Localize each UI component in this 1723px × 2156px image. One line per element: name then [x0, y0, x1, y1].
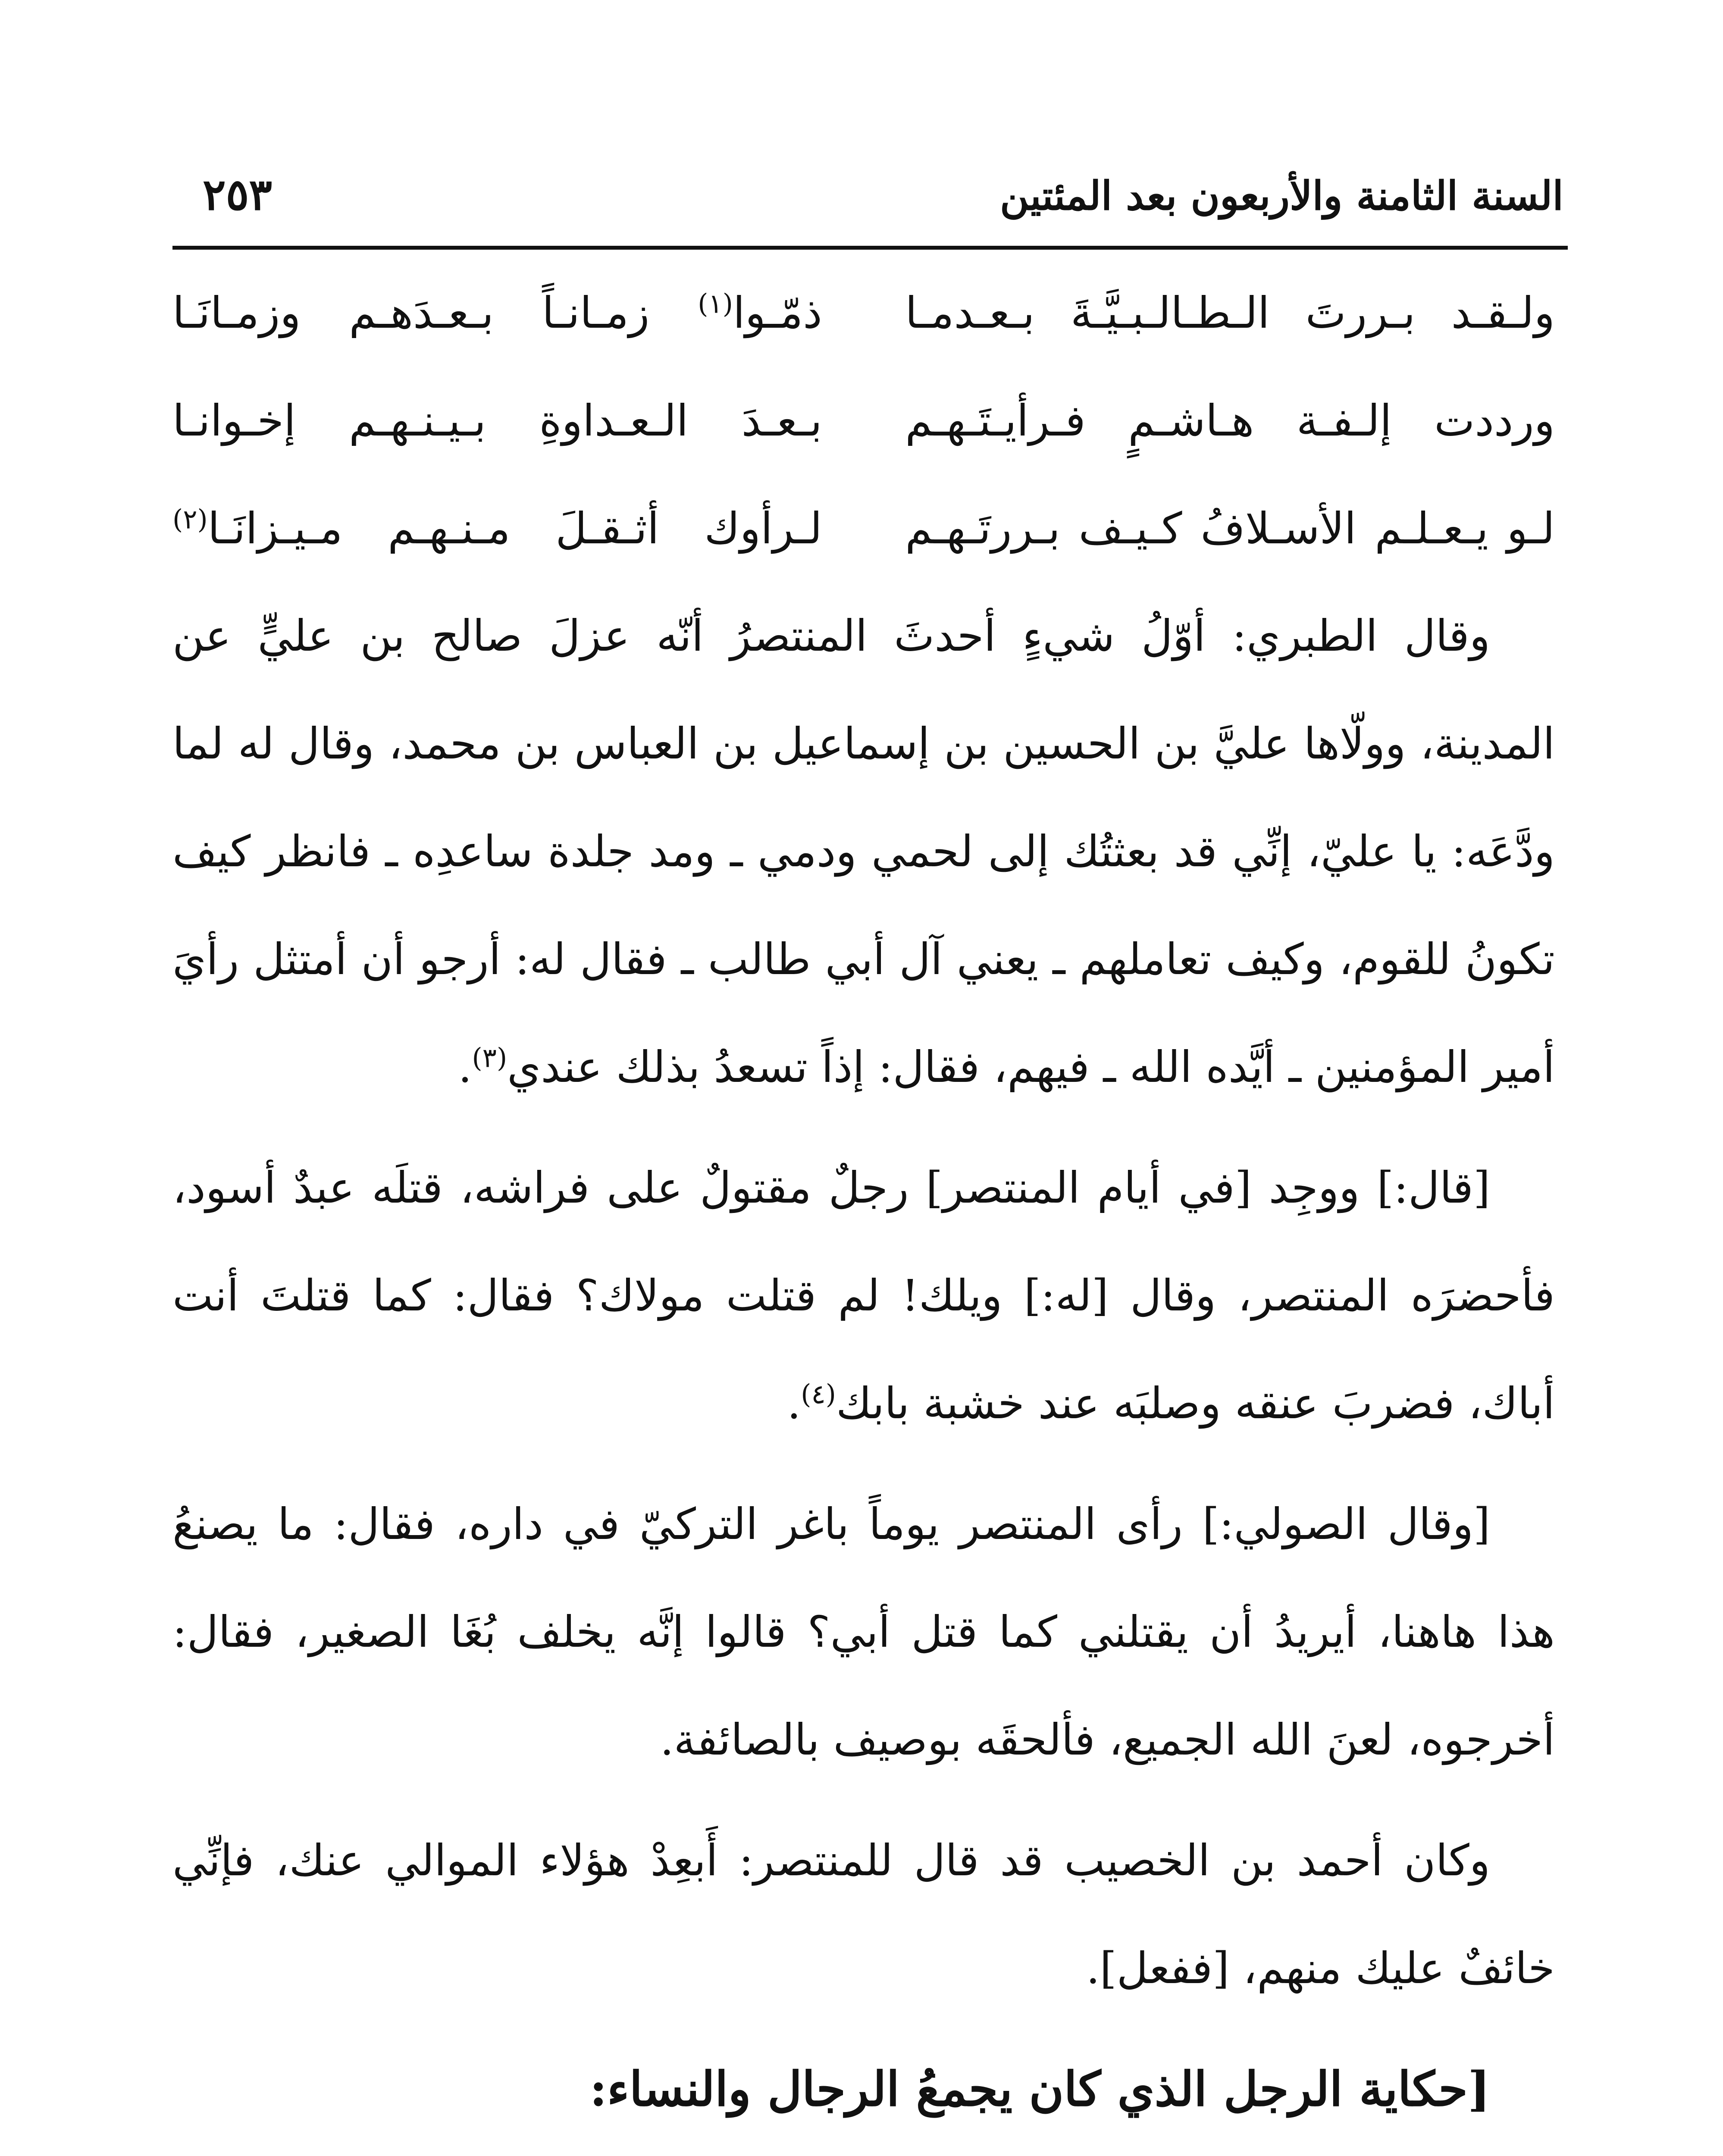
verse-text: ذمّـوا [733, 287, 822, 338]
poem-verse-2 [172, 367, 1555, 474]
header-rule [172, 246, 1568, 250]
poem-verse-3 [172, 474, 1555, 582]
paragraph-4: وكان أحمد بن الخصيب قد قال للمنتصر: أَبعِدْ هؤلاء الموالي عنك، فإنِّي خائفٌ عليك منهم، [ففعل]. [172, 1835, 1555, 1993]
paragraph-end: . [458, 1042, 472, 1092]
verse-second-hemistich [172, 503, 822, 554]
poem [172, 259, 1555, 582]
page-header [203, 155, 1563, 241]
verse-second-hemistich [172, 288, 822, 338]
footnote-marker: (٢) [172, 503, 208, 535]
paragraph-3: [وقال الصولي:] رأى المنتصر يوماً باغر التركيّ في داره، فقال: ما يصنعُ هذا هاهنا، أيريدُ أن يقتلني كما قتل أبي؟ قالوا إنَّه يخلف بُغَا الصغير، فقال: أخرجوه، لعنَ الله الجميع، فألحقَه بوصيف بالصائفة. [172, 1499, 1555, 1765]
poem-verse-1 [172, 259, 1555, 367]
paragraph-text: [قال:] ووجِد [في أيام المنتصر] رجلٌ مقتولٌ على فراشه، قتلَه عبدٌ أسود، فأحضرَه المنتصر، وقال [له:] ويلك! لم قتلت مولاك؟ فقال: كما قتلتَ أنت أباك، فضربَ عنقه وصلبَه عند خشبة بابك [172, 1163, 1555, 1429]
paragraph-5 [172, 2143, 1555, 2156]
footnote-marker: (١) [698, 288, 733, 320]
section-heading: [حكاية الرجل الذي كان يجمعُ الرجال والنساء: [589, 2061, 1490, 2117]
footnote-marker: (٤) [801, 1378, 836, 1410]
verse-first-hemistich: لـو يـعـلـم الأسـلافُ كـيـف بـررتَـهـم [905, 503, 1555, 554]
verse-first-hemistich: ولـقـد بـررتَ الـطـالـبـيَّـةَ بـعـدمـا [905, 287, 1555, 338]
verse-text: لـرأوك أثـقـلَ مـنـهـم مـيـزانَـا [207, 503, 822, 554]
verse-text: زمـانـاً بـعـدَهـم وزمـانَـا [172, 287, 698, 338]
paragraph-text: وقال الطبري: أوّلُ شيءٍ أحدثَ المنتصرُ أنّه عزلَ صالح بن عليٍّ عن المدينة، وولّاها عليَّ بن الحسين بن إسماعيل بن العباس بن محمد، وقال له لما ودَّعَه: يا عليّ، إنِّي قد بعثتُك إلى لحمي ودمي ـ ومد جلدة ساعدِه ـ فانظر كيف تكونُ للقوم، وكيف تعاملهم ـ يعني آل أبي طالب ـ فقال له: أرجو أن أمتثل رأيَ أمير المؤمنين ـ أيَّده الله ـ فيهم، فقال: إذاً تسعدُ بذلك عندي [172, 611, 1555, 1092]
running-title: السنة الثامنة والأربعون بعد المئتين [1000, 172, 1563, 219]
paragraph-2 [172, 1134, 1555, 1457]
paragraph-1 [172, 582, 1555, 1121]
paragraph-end: . [787, 1378, 801, 1429]
footnote-marker: (٣) [472, 1042, 508, 1074]
verse-first-hemistich: ورددت إلـفـة هـاشـمٍ فـرأيـتَـهـم [905, 395, 1555, 446]
verse-second-hemistich: بـعـدَ الـعـداوةِ بـيـنـهـم إخـوانـا [172, 395, 822, 446]
main-text [172, 259, 1555, 2156]
page-number: ٢٥٣ [203, 169, 273, 220]
